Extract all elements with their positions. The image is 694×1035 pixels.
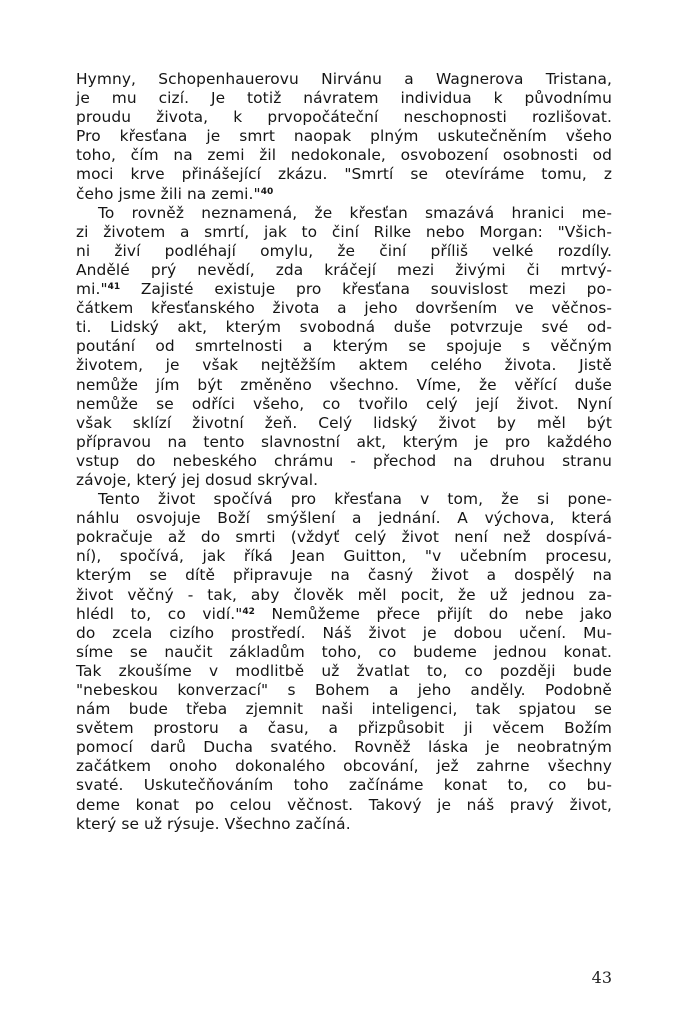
text-line: [76, 605, 612, 624]
line-text: kterým se dítě připravuje na časný život a dospělý na: [76, 566, 612, 585]
line-text: ti. Lidský akt, kterým svobodná duše potvrzuje své od-: [76, 318, 612, 337]
text-line: [76, 108, 612, 127]
text-line: [76, 433, 612, 452]
footnote-marker: 40: [260, 186, 274, 197]
line-text: "nebeskou konverzací" s Bohem a jeho anděly. Podobně: [76, 681, 612, 699]
line-text: To rovněž neznamená, že křesťan smazává hranici me-: [98, 203, 612, 222]
text-line: [76, 204, 612, 223]
line-text: život věčný - tak, aby člověk měl pocit, že už jednou za-: [76, 585, 612, 604]
text-line: [76, 509, 612, 528]
line-text: čeho jsme žili na zemi.": [76, 184, 261, 203]
line-text: je mu cizí. Je totiž návratem individua k původnímu: [76, 89, 612, 108]
line-text: Tak zkoušíme v modlitbě už žvatlat to, co později bude: [76, 661, 612, 680]
footnote-marker: 41: [107, 282, 121, 293]
line-text: nemůže se odříci všeho, co tvořilo celý její život. Nyní: [76, 394, 612, 413]
text-line: [76, 566, 612, 585]
text-line: [76, 318, 612, 337]
text-line: [76, 242, 612, 261]
text-line: [76, 89, 612, 108]
line-text-tail: Nemůžeme přece přijít do nebe jako: [254, 604, 612, 623]
text-line: [76, 547, 612, 566]
paragraph: [76, 70, 612, 204]
line-text: proudu života, k prvopočáteční neschopnosti rozlišovat.: [76, 108, 612, 127]
body-text: [76, 70, 612, 834]
page-number: 43: [591, 968, 612, 987]
line-text: pomocí darů Ducha svatého. Rovněž láska je neobratným: [76, 738, 612, 757]
line-text: do zcela cizího prostředí. Náš život je dobou učení. Mu-: [76, 623, 612, 642]
line-text: přípravou na tento slavnostní akt, kterým je pro každého: [76, 432, 612, 451]
text-line: [76, 414, 612, 433]
text-line: [76, 165, 612, 184]
text-line: [76, 815, 612, 834]
line-text: Tento život spočívá pro křesťana v tom, že si pone-: [98, 490, 612, 509]
line-text: náhlu osvojuje Boží smýšlení a jednání. A výchova, která: [76, 509, 612, 528]
text-line: [76, 280, 612, 299]
line-text: moci krve přinášející zkázu. "Smrtí se otevíráme tomu, z: [76, 165, 612, 184]
text-line: [76, 528, 612, 547]
text-line: [76, 299, 612, 318]
line-text: svaté. Uskutečňováním toho začínáme konat to, co bu-: [76, 776, 612, 795]
line-text: deme konat po celou věčnost. Takový je náš pravý život,: [76, 795, 612, 814]
line-text: vstup do nebeského chrámu - přechod na druhou stranu: [76, 451, 612, 470]
text-line: [76, 757, 612, 776]
line-text: ni živí podléhají omylu, že činí příliš velké rozdíly.: [76, 241, 612, 260]
line-text: světem prostoru a času, a přizpůsobit ji věcem Božím: [76, 719, 612, 738]
line-text: Andělé prý nevědí, zda kráčejí mezi živými či mrtvý-: [76, 260, 612, 279]
line-text: životem, je však nejtěžším aktem celého života. Jistě: [76, 356, 612, 375]
text-line: [76, 490, 612, 509]
footnote-marker: 42: [242, 606, 255, 617]
text-line: [76, 337, 612, 356]
line-text: který se už rýsuje. Všechno začíná.: [76, 814, 351, 833]
line-text: hlédl to, co vidí.": [76, 604, 243, 623]
line-text-tail: Zajisté existuje pro křesťana souvislost mezi po-: [120, 280, 612, 299]
line-text: nám bude třeba zjemnit naši inteligenci, tak spjatou se: [76, 700, 612, 719]
line-text: zi životem a smrtí, jak to činí Rilke nebo Morgan: "Všich-: [76, 222, 612, 241]
text-line: [76, 146, 612, 165]
text-line: [76, 586, 612, 605]
text-line: [76, 127, 612, 146]
line-text: toho, čím na zemi žil nedokonale, osvobození osobnosti od: [76, 146, 612, 165]
line-text: mi.": [76, 280, 108, 299]
text-line: [76, 452, 612, 471]
paragraph: [76, 204, 612, 490]
line-text: Pro křesťana je smrt naopak plným uskutečněním všeho: [76, 127, 612, 146]
line-text: začátkem onoho dokonalého obcování, jež zahrne všechny: [76, 757, 612, 776]
text-line: [76, 395, 612, 414]
text-line: [76, 376, 612, 395]
text-line: [76, 738, 612, 757]
text-line: [76, 223, 612, 242]
text-line: [76, 776, 612, 795]
text-line: [76, 700, 612, 719]
line-text: Hymny, Schopenhauerovu Nirvánu a Wagnerova Tristana,: [76, 70, 612, 88]
line-text: nemůže jím být změněno všechno. Víme, že věřící duše: [76, 375, 612, 394]
text-line: [76, 261, 612, 280]
line-text: pokračuje až do smrti (vždyť celý život není než dospívá-: [76, 528, 612, 547]
line-text: závoje, který jej dosud skrýval.: [76, 470, 319, 489]
line-text: ní), spočívá, jak říká Jean Guitton, "v učebním procesu,: [76, 547, 612, 566]
text-line: [76, 471, 612, 490]
paragraph: [76, 490, 612, 834]
line-text: však sklízí životní žeň. Celý lidský život by měl být: [76, 413, 612, 432]
text-line: [76, 624, 612, 643]
text-line: [76, 662, 612, 681]
text-line: [76, 70, 612, 89]
text-line: [76, 356, 612, 375]
line-text: síme se naučit základům toho, co budeme jednou konat.: [76, 642, 612, 661]
text-line: [76, 185, 612, 204]
text-line: [76, 796, 612, 815]
line-text: poutání od smrtelnosti a kterým se spojuje s věčným: [76, 337, 612, 356]
line-text: čátkem křesťanského života a jeho dovršením ve věčnos-: [76, 299, 612, 318]
text-line: [76, 643, 612, 662]
text-line: [76, 681, 612, 700]
text-line: [76, 719, 612, 738]
